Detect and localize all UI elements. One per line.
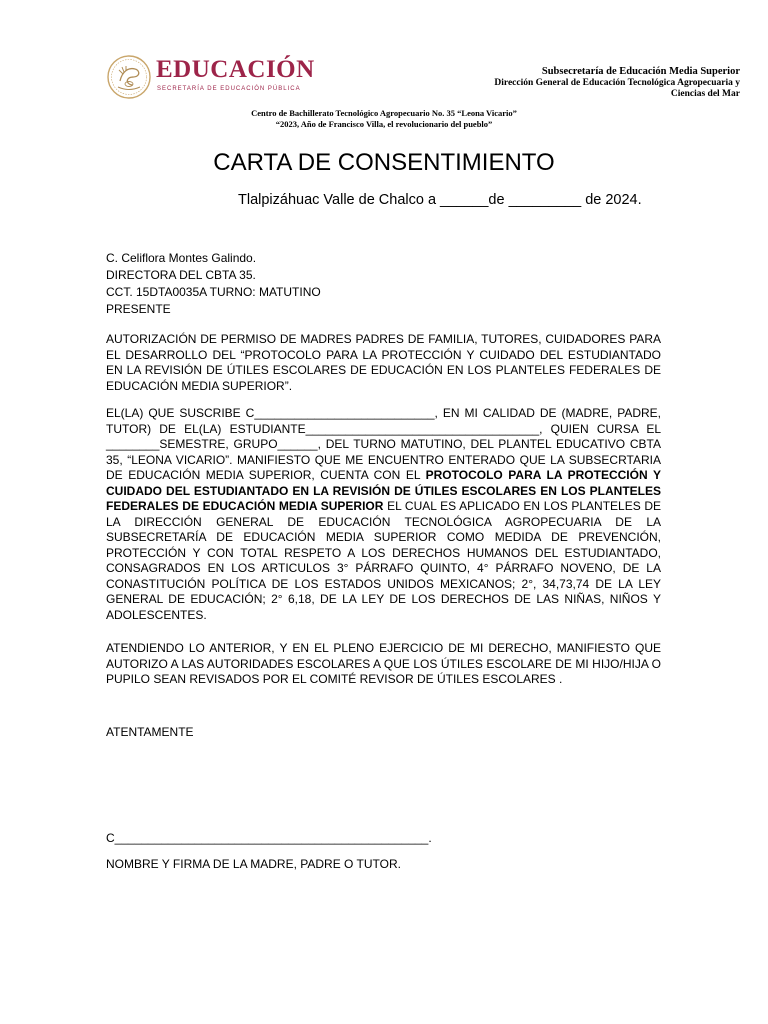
consent-paragraph: ATENDIENDO LO ANTERIOR, Y EN EL PLENO EJERCICIO DE MI DERECHO, MANIFIESTO QUE AUTORIZO A LAS AUTORIDADES ESCOLARES A QUE LOS ÚTILES ESCOLARE DE MI HIJO/HIJA O PUPILO SEAN REVISADOS POR EL COMITÉ REVISOR DE ÚTILES ESCOLARES . <box>106 641 661 686</box>
closing-text: ATENTAMENTE <box>106 725 194 739</box>
institution-line-2: Dirección General de Educación Tecnológica Agropecuaria y <box>494 77 740 88</box>
recipient-position: DIRECTORA DEL CBTA 35. <box>106 268 256 282</box>
statement-paragraph <box>106 406 661 623</box>
recipient-name: C. Celiflora Montes Galindo. <box>106 251 257 265</box>
recipient-block <box>106 250 321 318</box>
document-title: CARTA DE CONSENTIMIENTO <box>213 149 555 176</box>
school-header <box>0 108 768 130</box>
signature-label: NOMBRE Y FIRMA DE LA MADRE, PADRE O TUTOR. <box>106 857 401 871</box>
school-name: Centro de Bachillerato Tecnológico Agropecuario No. 35 “Leona Vicario” <box>251 108 517 118</box>
statement-text-end: EL CUAL ES APLICADO EN LOS PLANTELES DE LA DIRECCIÓN GENERAL DE EDUCACIÓN TECNOLÓGICA AGROPECUARIA DE LA SUBSECRETARÍA DE EDUCACIÓN MEDIA SUPERIOR COMO MEDIDA DE PREVENCIÓN, PROTECCIÓN Y CON TOTAL RESPETO A LOS DERECHOS HUMANOS DEL ESTUDIANTADO, CONSAGRADOS EN LOS ARTICULOS 3° PÁRRAFO QUINTO, 4° PÁRRAFO NOVENO, DE LA CONASTITUCIÓN POLÍTICA DE LOS ESTADOS UNIDOS MEXICANOS; 2°, 34,73,74 DE LA LEY GENERAL DE EDUCACIÓN; 2° 6,18, DE LA LEY DE LOS DERECHOS DE LAS NIÑAS, NIÑOS Y ADOLESCENTES. <box>106 499 662 622</box>
year-motto: “2023, Año de Francisco Villa, el revolucionario del pueblo” <box>275 119 493 129</box>
place-date-line: Tlalpizáhuac Valle de Chalco a ______de _________ de 2024. <box>238 192 642 208</box>
logo-wordmark: EDUCACIÓN <box>156 56 315 83</box>
protocol-name-bold: PROTOCOLO PARA LA PROTECCIÓN Y CUIDADO DEL ESTUDIANTADO EN LA REVISIÓN DE ÚTILES ESCOLARES EN LOS PLANTELES FEDERALES DE EDUCACIÓN MEDIA SUPERIOR <box>106 468 661 513</box>
coat-of-arms-icon <box>106 54 152 100</box>
logo-subtitle: SECRETARÍA DE EDUCACIÓN PÚBLICA <box>157 86 301 92</box>
authorization-paragraph: AUTORIZACIÓN DE PERMISO DE MADRES PADRES DE FAMILIA, TUTORES, CUIDADORES PARA EL DESARROLLO DEL “PROTOCOLO PARA LA PROTECCIÓN Y CUIDADO DEL ESTUDIANTADO EN LA REVISIÓN DE ÚTILES ESCOLARES DE EDUCACIÓN EN LOS PLANTELES FEDERALES DE EDUCACIÓN MEDIA SUPERIOR”. <box>106 332 661 393</box>
recipient-presente: PRESENTE <box>106 302 171 316</box>
sep-logo <box>106 54 336 100</box>
statement-text-start: EL(LA) QUE SUSCRIBE C___________________________, EN MI CALIDAD DE (MADRE, PADRE, TUTOR) DE EL(LA) ESTUDIANTE___________________________________, QUIEN CURSA EL ________SEMESTRE, GRUPO______, DEL TURNO MATUTINO, DEL PLANTEL EDUCATIVO CBTA 35, “LEONA VICARIO”. MANIFIESTO QUE ME ENCUENTRO ENTERADO QUE LA SUBSECRTARIA DE EDUCACIÓN MEDIA SUPERIOR, CUENTA CON EL <box>106 406 661 482</box>
recipient-cct: CCT. 15DTA0035A TURNO: MATUTINO <box>106 285 321 299</box>
institution-header <box>494 66 740 101</box>
signature-line: C_______________________________________________. <box>106 831 432 845</box>
institution-line-3: Ciencias del Mar <box>670 89 740 99</box>
institution-line-1: Subsecretaría de Educación Media Superior <box>541 66 740 77</box>
